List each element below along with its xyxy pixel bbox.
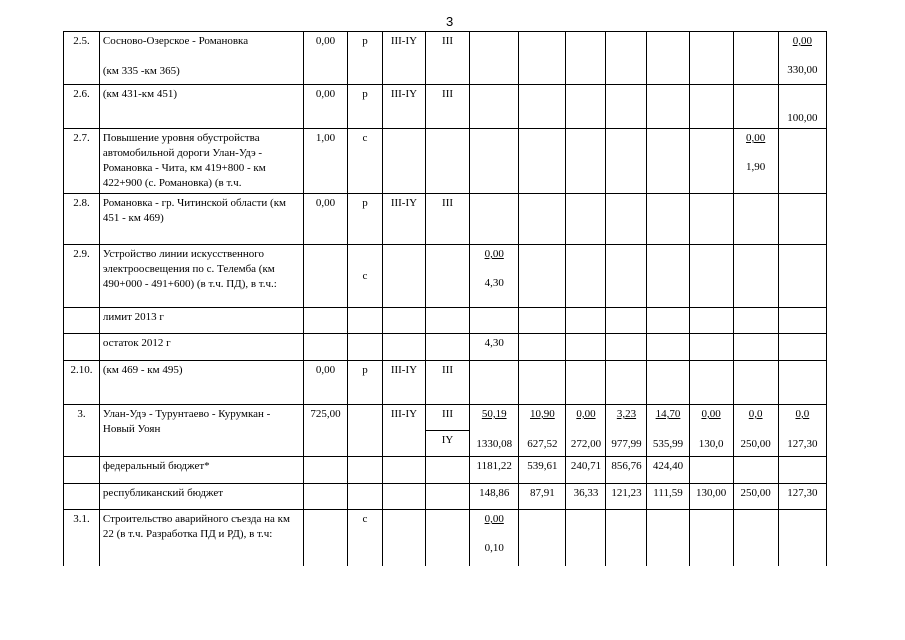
table-row: 2.5. Сосново-Озерское - Романовка (км 335 -км 365) 0,00 р III-IY III 0,00 330,00 (64, 32, 827, 85)
table-row: 2.7. Повышение уровня обустройства автомобильной дороги Улан-Удэ - Романовка - Чита, км 419+800 - км 422+900 (с. Романовка) (в т.ч. 1,00 с 0,00 1,90 (64, 129, 827, 194)
table-row: федеральный бюджет* 1181,22 539,61 240,71 856,76 424,40 (64, 457, 827, 484)
table-row: 2.9. Устройство линии искусственного электроосвещения по с. Телемба (км 490+000 - 491+600) (в т.ч. ПД), в т.ч.: с 0,00 4,30 (64, 245, 827, 308)
table-row: республиканский бюджет 148,86 87,91 36,33 121,23 111,59 130,00 250,00 127,30 (64, 484, 827, 510)
table-row: 2.6. (км 431-км 451) 0,00 р III-IY III 100,00 (64, 85, 827, 129)
table-row: IY (64, 431, 827, 457)
table-row: 2.10. (км 469 - км 495) 0,00 р III-IY III (64, 361, 827, 405)
page-number: 3 (446, 14, 454, 29)
table-row: 2.8. Романовка - гр. Читинской области (км 451 - км 469) 0,00 р III-IY III (64, 194, 827, 245)
table-row: лимит 2013 г (64, 308, 827, 334)
table-row: 3. Улан-Удэ - Турунтаево - Курумкан - Новый Уоян 725,00 III-IY III 50,19 1330,08 10,90 627,52 0,00 272,00 3,23 977,99 14,70 535,99 0,00 130,0 0,0 250,00 0,0 127,30 (64, 405, 827, 431)
table-row: остаток 2012 г 4,30 (64, 334, 827, 361)
table-row: 3.1. Строительство аварийного съезда на км 22 (в т.ч. Разработка ПД и РД), в т.ч: с 0,00 0,10 (64, 510, 827, 566)
road-program-table (63, 31, 827, 566)
